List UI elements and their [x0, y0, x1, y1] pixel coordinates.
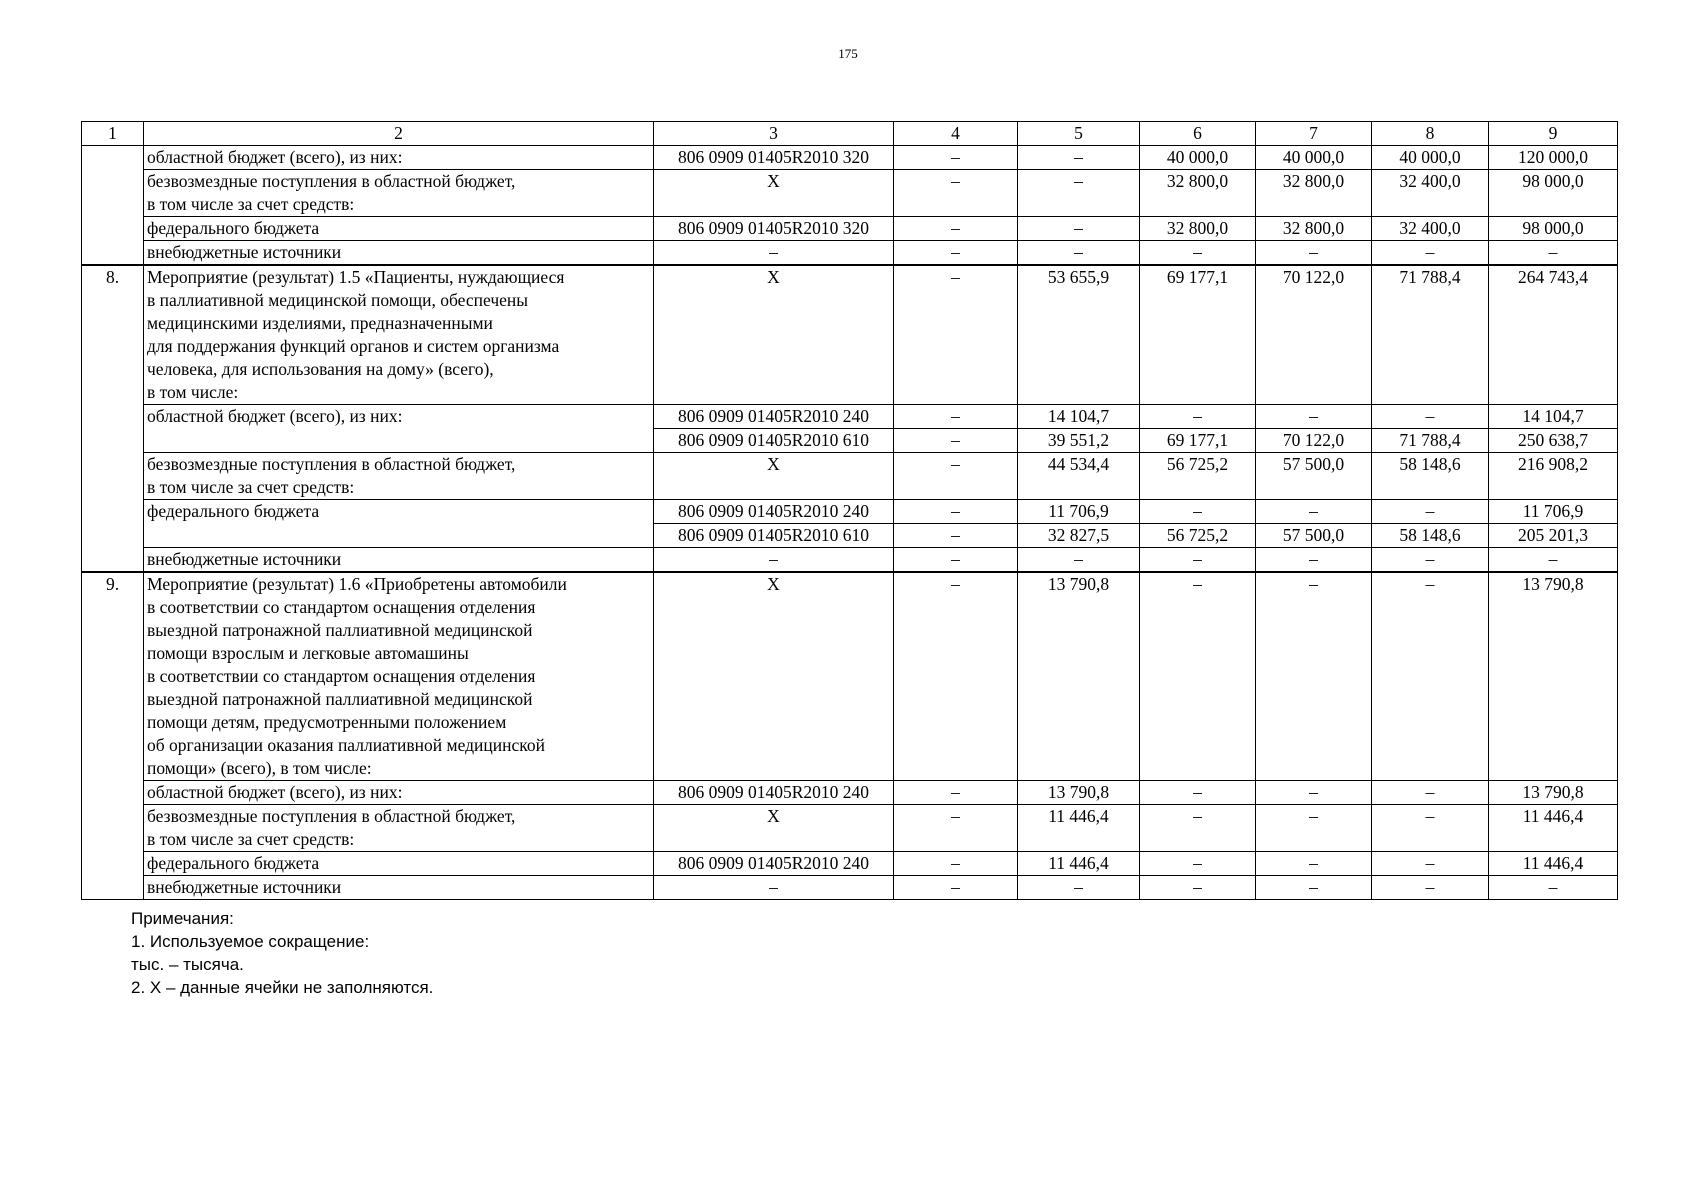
- budget-code: 806 0909 01405R2010 320: [654, 217, 894, 241]
- value-cell: 120 000,0: [1489, 146, 1618, 170]
- notes-block: [131, 907, 433, 999]
- row-index: 8.: [82, 265, 144, 572]
- page-number: 175: [838, 46, 858, 61]
- value-cell: 32 827,5: [1018, 524, 1140, 548]
- budget-code: 806 0909 01405R2010 240: [654, 405, 894, 429]
- value-cell: 205 201,3: [1489, 524, 1618, 548]
- value-cell: –: [894, 572, 1018, 781]
- row-label: федерального бюджета: [144, 500, 654, 548]
- value-cell: 40 000,0: [1256, 146, 1372, 170]
- header-cell: 5: [1018, 122, 1140, 146]
- table-row: [82, 453, 1618, 500]
- table-row: [82, 781, 1618, 805]
- value-cell: 11 706,9: [1018, 500, 1140, 524]
- value-cell: –: [1372, 241, 1489, 266]
- value-cell: 58 148,6: [1372, 524, 1489, 548]
- table-row: [82, 805, 1618, 852]
- budget-code: 806 0909 01405R2010 320: [654, 146, 894, 170]
- row-label: внебюджетные источники: [144, 241, 654, 266]
- row-label: безвозмездные поступления в областной бюджет, в том числе за счет средств:: [144, 805, 654, 852]
- budget-code: X: [654, 170, 894, 217]
- value-cell: 40 000,0: [1140, 146, 1256, 170]
- row-label: внебюджетные источники: [144, 548, 654, 573]
- budget-code: 806 0909 01405R2010 240: [654, 500, 894, 524]
- value-cell: 40 000,0: [1372, 146, 1489, 170]
- value-cell: –: [894, 241, 1018, 266]
- budget-code: 806 0909 01405R2010 610: [654, 429, 894, 453]
- row-label: федерального бюджета: [144, 217, 654, 241]
- value-cell: –: [894, 805, 1018, 852]
- table-row: [82, 241, 1618, 266]
- budget-code: –: [654, 876, 894, 900]
- table-row: [82, 405, 1618, 429]
- value-cell: 58 148,6: [1372, 453, 1489, 500]
- value-cell: 11 446,4: [1489, 852, 1618, 876]
- value-cell: –: [894, 876, 1018, 900]
- value-cell: –: [1018, 146, 1140, 170]
- value-cell: 56 725,2: [1140, 453, 1256, 500]
- value-cell: 32 800,0: [1256, 170, 1372, 217]
- value-cell: –: [894, 524, 1018, 548]
- value-cell: 32 800,0: [1256, 217, 1372, 241]
- value-cell: –: [894, 852, 1018, 876]
- value-cell: 32 800,0: [1140, 170, 1256, 217]
- value-cell: –: [894, 548, 1018, 573]
- value-cell: 32 400,0: [1372, 170, 1489, 217]
- table-row: [82, 548, 1618, 573]
- value-cell: –: [1018, 217, 1140, 241]
- value-cell: –: [1140, 572, 1256, 781]
- value-cell: –: [1372, 572, 1489, 781]
- row-label: областной бюджет (всего), из них:: [144, 405, 654, 453]
- value-cell: 11 446,4: [1018, 852, 1140, 876]
- value-cell: –: [1018, 241, 1140, 266]
- value-cell: –: [1256, 852, 1372, 876]
- notes-line: 1. Используемое сокращение:: [131, 932, 370, 951]
- value-cell: 44 534,4: [1018, 453, 1140, 500]
- value-cell: 13 790,8: [1018, 781, 1140, 805]
- table-row: [82, 572, 1618, 781]
- value-cell: 98 000,0: [1489, 170, 1618, 217]
- budget-code: –: [654, 241, 894, 266]
- value-cell: –: [1372, 781, 1489, 805]
- notes-title: Примечания:: [131, 909, 234, 928]
- budget-code: –: [654, 548, 894, 573]
- value-cell: –: [1018, 548, 1140, 573]
- notes-line: тыс. – тысяча.: [131, 955, 244, 974]
- value-cell: 57 500,0: [1256, 524, 1372, 548]
- budget-code: 806 0909 01405R2010 610: [654, 524, 894, 548]
- value-cell: –: [894, 429, 1018, 453]
- table-row: [82, 876, 1618, 900]
- value-cell: –: [1256, 781, 1372, 805]
- notes-line: 2. X – данные ячейки не заполняются.: [131, 978, 434, 997]
- table-row: [82, 265, 1618, 405]
- header-cell: 7: [1256, 122, 1372, 146]
- table-row: [82, 170, 1618, 217]
- value-cell: 32 800,0: [1140, 217, 1256, 241]
- value-cell: –: [894, 500, 1018, 524]
- value-cell: –: [1372, 852, 1489, 876]
- value-cell: 13 790,8: [1018, 572, 1140, 781]
- budget-code: X: [654, 805, 894, 852]
- budget-code: 806 0909 01405R2010 240: [654, 781, 894, 805]
- value-cell: 32 400,0: [1372, 217, 1489, 241]
- value-cell: –: [894, 405, 1018, 429]
- value-cell: –: [1018, 170, 1140, 217]
- value-cell: –: [1256, 241, 1372, 266]
- value-cell: 14 104,7: [1018, 405, 1140, 429]
- value-cell: –: [1140, 781, 1256, 805]
- value-cell: 56 725,2: [1140, 524, 1256, 548]
- value-cell: –: [894, 265, 1018, 405]
- value-cell: –: [1140, 241, 1256, 266]
- row-label: областной бюджет (всего), из них:: [144, 146, 654, 170]
- value-cell: –: [1489, 241, 1618, 266]
- row-label: областной бюджет (всего), из них:: [144, 781, 654, 805]
- value-cell: 70 122,0: [1256, 265, 1372, 405]
- value-cell: –: [1256, 548, 1372, 573]
- table-row: [82, 217, 1618, 241]
- value-cell: 250 638,7: [1489, 429, 1618, 453]
- header-cell: 8: [1372, 122, 1489, 146]
- value-cell: –: [1018, 876, 1140, 900]
- value-cell: 69 177,1: [1140, 265, 1256, 405]
- value-cell: 39 551,2: [1018, 429, 1140, 453]
- budget-code: X: [654, 572, 894, 781]
- header-cell: 4: [894, 122, 1018, 146]
- value-cell: 57 500,0: [1256, 453, 1372, 500]
- header-cell: 6: [1140, 122, 1256, 146]
- value-cell: –: [1256, 500, 1372, 524]
- value-cell: –: [1140, 500, 1256, 524]
- budget-code: X: [654, 265, 894, 405]
- value-cell: 216 908,2: [1489, 453, 1618, 500]
- value-cell: –: [1372, 805, 1489, 852]
- value-cell: –: [1489, 876, 1618, 900]
- value-cell: 14 104,7: [1489, 405, 1618, 429]
- value-cell: 13 790,8: [1489, 572, 1618, 781]
- value-cell: 11 446,4: [1489, 805, 1618, 852]
- row-label: внебюджетные источники: [144, 876, 654, 900]
- header-cell: 9: [1489, 122, 1618, 146]
- value-cell: 13 790,8: [1489, 781, 1618, 805]
- value-cell: –: [1256, 876, 1372, 900]
- value-cell: –: [1140, 548, 1256, 573]
- row-index: [82, 146, 144, 266]
- row-label: безвозмездные поступления в областной бюджет, в том числе за счет средств:: [144, 453, 654, 500]
- value-cell: 264 743,4: [1489, 265, 1618, 405]
- budget-code: X: [654, 453, 894, 500]
- row-label: федерального бюджета: [144, 852, 654, 876]
- table-row: [82, 852, 1618, 876]
- value-cell: 71 788,4: [1372, 265, 1489, 405]
- budget-table: [81, 121, 1618, 900]
- row-index: 9.: [82, 572, 144, 900]
- header-cell: 1: [82, 122, 144, 146]
- value-cell: –: [1372, 548, 1489, 573]
- value-cell: –: [1140, 852, 1256, 876]
- value-cell: 11 446,4: [1018, 805, 1140, 852]
- value-cell: 98 000,0: [1489, 217, 1618, 241]
- value-cell: –: [1140, 405, 1256, 429]
- value-cell: –: [1256, 805, 1372, 852]
- value-cell: –: [1256, 405, 1372, 429]
- value-cell: –: [894, 217, 1018, 241]
- value-cell: –: [1372, 500, 1489, 524]
- value-cell: 69 177,1: [1140, 429, 1256, 453]
- value-cell: –: [894, 170, 1018, 217]
- table-row: [82, 146, 1618, 170]
- header-cell: 2: [144, 122, 654, 146]
- value-cell: –: [1372, 876, 1489, 900]
- table-row: [82, 500, 1618, 524]
- value-cell: –: [1140, 805, 1256, 852]
- value-cell: 70 122,0: [1256, 429, 1372, 453]
- row-label: безвозмездные поступления в областной бюджет, в том числе за счет средств:: [144, 170, 654, 217]
- header-cell: 3: [654, 122, 894, 146]
- value-cell: –: [1256, 572, 1372, 781]
- value-cell: 11 706,9: [1489, 500, 1618, 524]
- value-cell: –: [1372, 405, 1489, 429]
- value-cell: 53 655,9: [1018, 265, 1140, 405]
- value-cell: –: [1489, 548, 1618, 573]
- value-cell: –: [894, 453, 1018, 500]
- budget-code: 806 0909 01405R2010 240: [654, 852, 894, 876]
- value-cell: –: [1140, 876, 1256, 900]
- value-cell: –: [894, 146, 1018, 170]
- row-label: Мероприятие (результат) 1.6 «Приобретены автомобили в соответствии со стандартом оснащения отделения выездной патронажной паллиативной медицинской помощи взрослым и легковые автомашины в соответствии со стандартом оснащения отделения выездной патронажной паллиативной медицинской помощи детям, предусмотренными положением об организации оказания паллиативной медицинской помощи» (всего), в том числе:: [144, 572, 654, 781]
- value-cell: –: [894, 781, 1018, 805]
- value-cell: 71 788,4: [1372, 429, 1489, 453]
- table-header-row: [82, 122, 1618, 146]
- row-label: Мероприятие (результат) 1.5 «Пациенты, нуждающиеся в паллиативной медицинской помощи, обеспечены медицинскими изделиями, предназначенными для поддержания функций органов и систем организма человека, для использования на дому» (всего), в том числе:: [144, 265, 654, 405]
